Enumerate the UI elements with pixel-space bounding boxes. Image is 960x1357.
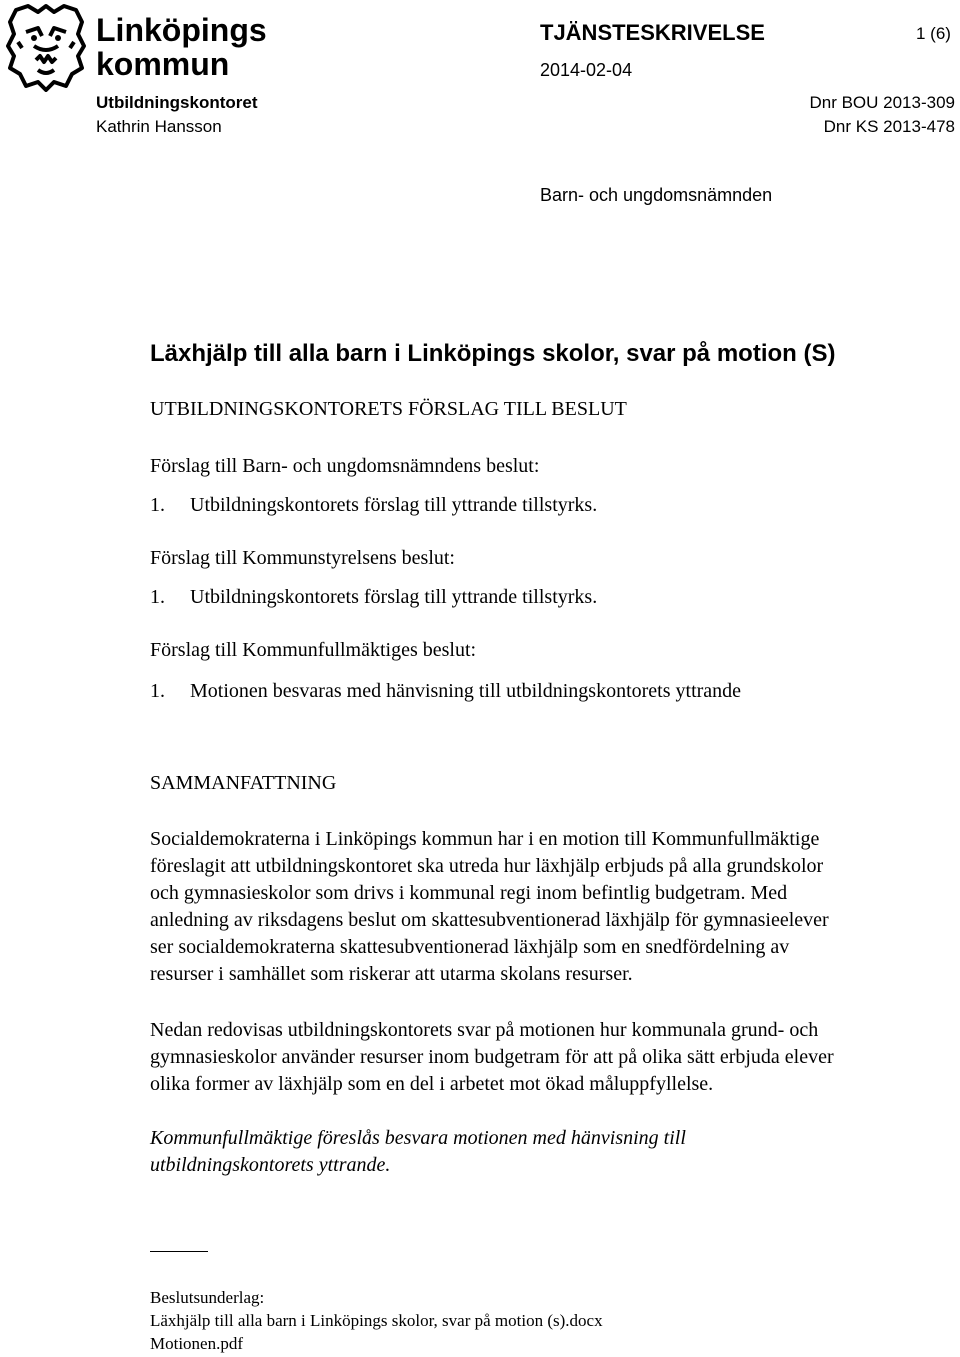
- text-line: utbildningskontorets yttrande.: [150, 1154, 391, 1176]
- author: Kathrin Hansson: [96, 117, 222, 136]
- proposal-item-kf: [150, 680, 741, 703]
- summary-heading: SAMMANFATTNING: [150, 772, 337, 794]
- item-number: 1.: [150, 494, 165, 516]
- attachments-label: Beslutsunderlag:: [150, 1288, 265, 1307]
- proposal-label-bun: Förslag till Barn- och ungdomsnämndens beslut:: [150, 455, 540, 477]
- proposal-item-bun: [150, 494, 597, 517]
- document-type: TJÄNSTESKRIVELSE: [540, 20, 765, 45]
- divider: [150, 1251, 208, 1252]
- organization-name: Linköpings kommun: [96, 12, 267, 82]
- text-line: resurser i samhället som riskerar att utarma skolans resurser.: [150, 963, 633, 985]
- recipient: Barn- och ungdomsnämnden: [540, 185, 773, 205]
- lion-coat-of-arms-icon: [4, 2, 88, 92]
- proposal-item-ks: [150, 586, 597, 609]
- page-number: 1 (6): [916, 24, 951, 43]
- attachment-item: Motionen.pdf: [150, 1334, 244, 1353]
- item-number: 1.: [150, 680, 165, 702]
- document-date: 2014-02-04: [540, 60, 633, 80]
- proposal-heading: UTBILDNINGSKONTORETS FÖRSLAG TILL BESLUT: [150, 398, 627, 420]
- item-number: 1.: [150, 586, 165, 608]
- proposal-label-kf: Förslag till Kommunfullmäktiges beslut:: [150, 639, 477, 661]
- dnr-bou: Dnr BOU 2013-309: [809, 93, 955, 112]
- text-line: Kommunfullmäktige föreslås besvara motionen med hänvisning till: [150, 1127, 686, 1149]
- summary-paragraph-2: [150, 1017, 960, 1098]
- text-line: Nedan redovisas utbildningskontorets svar på motionen hur kommunala grund- och: [150, 1019, 819, 1041]
- text-line: olika former av läxhjälp som en del i arbetet mot ökad måluppfyllelse.: [150, 1073, 714, 1095]
- attachment-item: Läxhjälp till alla barn i Linköpings skolor, svar på motion (s).docx: [150, 1311, 603, 1330]
- text-line: anledning av riksdagens beslut om skattesubventionerad läxhjälp för gymnasieelever: [150, 909, 829, 931]
- text-line: föreslagit att utbildningskontoret ska utreda hur läxhjälp erbjuds på alla grundskolor: [150, 855, 824, 877]
- text-line: ser socialdemokraterna skattesubventionerad läxhjälp som en snedfördelning av: [150, 936, 790, 958]
- summary-conclusion: [150, 1125, 960, 1179]
- text-line: gymnasieskolor använder resurser inom budgetram för att på olika sätt erbjuda elever: [150, 1046, 834, 1068]
- item-text: Motionen besvaras med hänvisning till utbildningskontorets yttrande: [190, 680, 742, 702]
- text-line: och gymnasieskolor som drivs i kommunal regi inom befintlig budgetram. Med: [150, 882, 788, 904]
- dnr-ks: Dnr KS 2013-478: [823, 117, 955, 136]
- page-title: Läxhjälp till alla barn i Linköpings skolor, svar på motion (S): [150, 340, 836, 367]
- summary-paragraph-1: [150, 826, 960, 988]
- item-text: Utbildningskontorets förslag till yttrande tillstyrks.: [190, 494, 598, 516]
- department: Utbildningskontoret: [96, 93, 258, 112]
- text-line: Socialdemokraterna i Linköpings kommun har i en motion till Kommunfullmäktige: [150, 828, 820, 850]
- item-text: Utbildningskontorets förslag till yttrande tillstyrks.: [190, 586, 598, 608]
- proposal-label-ks: Förslag till Kommunstyrelsens beslut:: [150, 547, 455, 569]
